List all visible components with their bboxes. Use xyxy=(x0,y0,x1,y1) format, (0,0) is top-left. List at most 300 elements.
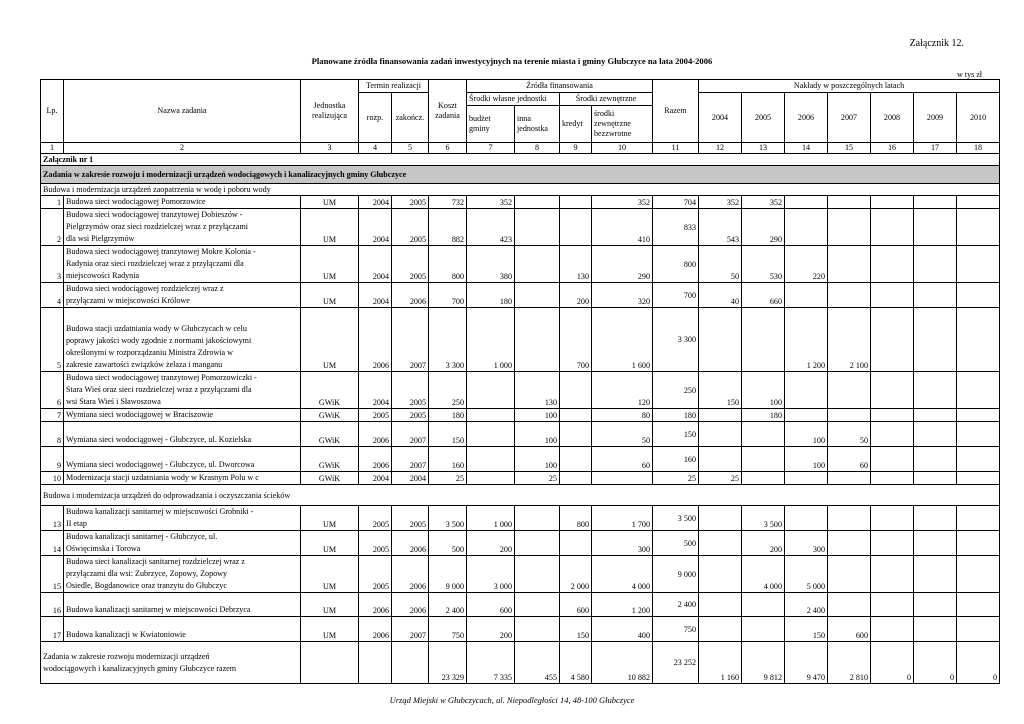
table-header xyxy=(41,80,1000,154)
cell-y2004 xyxy=(699,593,742,617)
table-row xyxy=(41,409,1000,422)
cell-bezzwrotne: 60 xyxy=(592,447,653,472)
cell-y2008 xyxy=(871,409,914,422)
cell-razem: 500 xyxy=(653,531,699,556)
cell-razem: 750 xyxy=(653,617,699,642)
cell-y2010 xyxy=(957,531,1000,556)
cell-name: Budowa kanalizacji sanitarnej w miejscowości Debrzyca xyxy=(64,593,301,617)
cell-y2009 xyxy=(914,593,957,617)
cell-y2005: 200 xyxy=(742,531,785,556)
cell-y2010 xyxy=(957,196,1000,209)
table-body xyxy=(41,154,1000,684)
cell-y2005: 100 xyxy=(742,372,785,409)
cell-y2007: 50 xyxy=(828,422,871,447)
cell-y2006 xyxy=(785,283,828,308)
cell-y2006: 1 200 xyxy=(785,308,828,372)
col-number: 18 xyxy=(957,143,1000,154)
cell-budzet: 180 xyxy=(467,283,515,308)
cell-y2008 xyxy=(871,372,914,409)
cell-inna: 100 xyxy=(515,422,560,447)
col-naklady: Nakłady w poszczególnych latach xyxy=(699,80,1000,93)
cell-end-year: 2005 xyxy=(392,409,429,422)
total-inna: 455 xyxy=(515,642,560,684)
cell-unit: GWiK xyxy=(301,422,359,447)
cell-y2006 xyxy=(785,506,828,531)
cell-budzet: 600 xyxy=(467,593,515,617)
cell-y2007 xyxy=(828,506,871,531)
cell-y2004 xyxy=(699,422,742,447)
cell-koszt: 9 000 xyxy=(429,556,467,593)
cell-start-year: 2004 xyxy=(359,472,392,485)
cell-y2009 xyxy=(914,372,957,409)
cell-y2009 xyxy=(914,283,957,308)
cell-y2010 xyxy=(957,556,1000,593)
cell-kredyt xyxy=(560,531,592,556)
cell-y2006: 100 xyxy=(785,447,828,472)
cell-razem: 250 xyxy=(653,372,699,409)
cell-unit: GWiK xyxy=(301,409,359,422)
table-row xyxy=(41,196,1000,209)
cell-y2009 xyxy=(914,308,957,372)
cell-y2006 xyxy=(785,209,828,246)
cell-end-year: 2006 xyxy=(392,283,429,308)
cell-y2004 xyxy=(699,447,742,472)
cell-y2004 xyxy=(699,617,742,642)
cell-name: Budowa sieci wodociągowej Pomorzowice xyxy=(64,196,301,209)
cell-lp: 2 xyxy=(41,209,64,246)
cell-budzet: 380 xyxy=(467,246,515,283)
cell-y2007: 600 xyxy=(828,617,871,642)
cell-budzet xyxy=(467,472,515,485)
cell-koszt: 882 xyxy=(429,209,467,246)
cell-end-year: 2007 xyxy=(392,617,429,642)
cell-y2009 xyxy=(914,617,957,642)
cell-y2004: 25 xyxy=(699,472,742,485)
cell-name: Budowa sieci wodociągowej tranzytowej Mokre Kolonia - Radynia oraz sieci rozdzielczej wraz z przyłączami dla miejscowości Radynia xyxy=(64,246,301,283)
total-razem: 23 252 xyxy=(653,642,699,684)
cell-koszt: 150 xyxy=(429,422,467,447)
cell-kredyt: 700 xyxy=(560,308,592,372)
cell-y2009 xyxy=(914,246,957,283)
cell-y2010 xyxy=(957,617,1000,642)
cell-y2007 xyxy=(828,196,871,209)
annex-row-label: Załącznik nr 1 xyxy=(41,154,1000,166)
cell-name: Budowa sieci wodociągowej tranzytowej Pomorzowiczki - Stara Wieś oraz sieci rozdzielczej wraz z przyłączami dla wsi Stara Wieś i Sławoszowa xyxy=(64,372,301,409)
col-number: 14 xyxy=(785,143,828,154)
cell-y2008 xyxy=(871,556,914,593)
cell-y2008 xyxy=(871,246,914,283)
table-row xyxy=(41,308,1000,372)
col-number: 5 xyxy=(392,143,429,154)
cell-unit: UM xyxy=(301,593,359,617)
cell-lp: 14 xyxy=(41,531,64,556)
cell-razem: 150 xyxy=(653,422,699,447)
cell-y2008 xyxy=(871,422,914,447)
col-number: 2 xyxy=(64,143,301,154)
cell-y2009 xyxy=(914,472,957,485)
cell-lp: 17 xyxy=(41,617,64,642)
col-kredyt: kredyt xyxy=(560,106,592,143)
cell-inna: 130 xyxy=(515,372,560,409)
cell-end-year: 2007 xyxy=(392,447,429,472)
cell-kredyt: 2 000 xyxy=(560,556,592,593)
cell-budzet: 352 xyxy=(467,196,515,209)
cell-y2007 xyxy=(828,472,871,485)
unit-label: w tys zł xyxy=(957,70,982,79)
cell-kredyt xyxy=(560,209,592,246)
annex-label: Załącznik 12. xyxy=(909,38,964,49)
cell-razem: 9 000 xyxy=(653,556,699,593)
cell-y2008 xyxy=(871,593,914,617)
cell-name: Budowa kanalizacji sanitarnej - Głubczyce, ul. Oświęcimska i Torowa xyxy=(64,531,301,556)
cell-bezzwrotne: 300 xyxy=(592,531,653,556)
cell-inna: 100 xyxy=(515,447,560,472)
document-title: Planowane źródła finansowania zadań inwestycyjnych na terenie miasta i gminy Głubczyce na lata 2004-2006 xyxy=(311,56,713,66)
cell-lp: 4 xyxy=(41,283,64,308)
col-number: 12 xyxy=(699,143,742,154)
cell-inna xyxy=(515,531,560,556)
cell-y2010 xyxy=(957,209,1000,246)
cell-razem: 700 xyxy=(653,283,699,308)
cell-bezzwrotne xyxy=(592,472,653,485)
cell-start-year: 2006 xyxy=(359,447,392,472)
cell-start-year: 2005 xyxy=(359,506,392,531)
cell-end-year: 2005 xyxy=(392,372,429,409)
col-koszt: Koszt zadania xyxy=(429,80,467,143)
cell-koszt: 700 xyxy=(429,283,467,308)
col-number: 8 xyxy=(515,143,560,154)
cell-y2007 xyxy=(828,209,871,246)
col-bezzwrotne: środki zewnętrzne bezzwrotne xyxy=(592,106,653,143)
col-year-2007: 2007 xyxy=(828,93,871,143)
total-bezzwrotne: 10 882 xyxy=(592,642,653,684)
cell-start-year: 2006 xyxy=(359,308,392,372)
col-number: 11 xyxy=(653,143,699,154)
cell-y2004 xyxy=(699,506,742,531)
cell-y2006 xyxy=(785,409,828,422)
cell-inna xyxy=(515,617,560,642)
cell-y2009 xyxy=(914,209,957,246)
cell-y2005 xyxy=(742,617,785,642)
cell-bezzwrotne: 410 xyxy=(592,209,653,246)
col-zakoncz: zakończ. xyxy=(392,93,429,143)
cell-name: Budowa kanalizacji w Kwiatoniowie xyxy=(64,617,301,642)
cell-koszt: 250 xyxy=(429,372,467,409)
cell-y2005: 660 xyxy=(742,283,785,308)
cell-y2006: 300 xyxy=(785,531,828,556)
cell-koszt: 3 300 xyxy=(429,308,467,372)
cell-y2010 xyxy=(957,283,1000,308)
cell-end-year: 2007 xyxy=(392,308,429,372)
cell-y2010 xyxy=(957,372,1000,409)
cell-y2004 xyxy=(699,531,742,556)
cell-y2009 xyxy=(914,447,957,472)
cell-razem: 800 xyxy=(653,246,699,283)
table-row xyxy=(41,422,1000,447)
cell-name: Modernizacja stacji uzdatniania wody w Krasnym Polu w c xyxy=(64,472,301,485)
cell-kredyt xyxy=(560,409,592,422)
total-cell xyxy=(392,642,429,684)
cell-kredyt xyxy=(560,472,592,485)
cell-y2007 xyxy=(828,372,871,409)
cell-razem: 833 xyxy=(653,209,699,246)
cell-y2006: 150 xyxy=(785,617,828,642)
table-row xyxy=(41,593,1000,617)
table-row xyxy=(41,472,1000,485)
cell-bezzwrotne: 320 xyxy=(592,283,653,308)
cell-end-year: 2007 xyxy=(392,422,429,447)
investment-table xyxy=(40,79,1000,684)
total-2006: 9 470 xyxy=(785,642,828,684)
cell-inna xyxy=(515,308,560,372)
cell-name: Wymiana sieci wodociągowej - Głubczyce, ul. Kozielska xyxy=(64,422,301,447)
col-year-2008: 2008 xyxy=(871,93,914,143)
cell-koszt: 2 400 xyxy=(429,593,467,617)
col-jednostka: Jednostka realizująca xyxy=(301,80,359,143)
cell-end-year: 2005 xyxy=(392,506,429,531)
cell-y2007 xyxy=(828,409,871,422)
section-row xyxy=(41,166,1000,184)
cell-y2009 xyxy=(914,409,957,422)
col-year-2005: 2005 xyxy=(742,93,785,143)
cell-bezzwrotne: 352 xyxy=(592,196,653,209)
section-title: Zadania w zakresie rozwoju i modernizacji urządzeń wodociągowych i kanalizacyjnych gminy Głubczyce xyxy=(41,166,1000,184)
cell-kredyt: 150 xyxy=(560,617,592,642)
cell-y2009 xyxy=(914,506,957,531)
col-razem: Razem xyxy=(653,80,699,143)
col-zrodla: Źródła finansowania xyxy=(467,80,653,93)
cell-koszt: 160 xyxy=(429,447,467,472)
col-number: 10 xyxy=(592,143,653,154)
cell-lp: 9 xyxy=(41,447,64,472)
col-number: 13 xyxy=(742,143,785,154)
cell-lp: 16 xyxy=(41,593,64,617)
cell-unit: UM xyxy=(301,506,359,531)
table-row xyxy=(41,447,1000,472)
col-number: 6 xyxy=(429,143,467,154)
cell-y2004: 40 xyxy=(699,283,742,308)
cell-start-year: 2005 xyxy=(359,409,392,422)
cell-y2004 xyxy=(699,409,742,422)
cell-y2007 xyxy=(828,556,871,593)
cell-end-year: 2006 xyxy=(392,531,429,556)
cell-y2005: 180 xyxy=(742,409,785,422)
cell-unit: UM xyxy=(301,283,359,308)
cell-start-year: 2004 xyxy=(359,196,392,209)
cell-bezzwrotne: 1 200 xyxy=(592,593,653,617)
cell-bezzwrotne: 120 xyxy=(592,372,653,409)
cell-kredyt xyxy=(560,372,592,409)
cell-budzet xyxy=(467,447,515,472)
cell-y2010 xyxy=(957,246,1000,283)
subsection-row xyxy=(41,184,1000,196)
cell-kredyt: 600 xyxy=(560,593,592,617)
cell-y2008 xyxy=(871,196,914,209)
cell-lp: 15 xyxy=(41,556,64,593)
col-year-2010: 2010 xyxy=(957,93,1000,143)
cell-y2007 xyxy=(828,593,871,617)
col-inna: inna jednostka xyxy=(515,106,560,143)
subsection-title: Budowa i modernizacja urządzeń zaopatrzenia w wodę i poboru wody xyxy=(41,184,1000,196)
cell-budzet xyxy=(467,372,515,409)
cell-unit: UM xyxy=(301,617,359,642)
cell-y2006: 5 000 xyxy=(785,556,828,593)
cell-inna: 25 xyxy=(515,472,560,485)
cell-kredyt: 200 xyxy=(560,283,592,308)
cell-inna xyxy=(515,209,560,246)
total-2008: 0 xyxy=(871,642,914,684)
cell-razem: 160 xyxy=(653,447,699,472)
cell-y2010 xyxy=(957,422,1000,447)
cell-y2010 xyxy=(957,308,1000,372)
cell-lp: 10 xyxy=(41,472,64,485)
cell-budzet xyxy=(467,409,515,422)
cell-y2007: 60 xyxy=(828,447,871,472)
cell-start-year: 2006 xyxy=(359,617,392,642)
cell-y2008 xyxy=(871,447,914,472)
cell-y2009 xyxy=(914,196,957,209)
cell-y2005 xyxy=(742,422,785,447)
cell-end-year: 2006 xyxy=(392,556,429,593)
annex-row xyxy=(41,154,1000,166)
cell-y2010 xyxy=(957,447,1000,472)
cell-lp: 3 xyxy=(41,246,64,283)
cell-y2005 xyxy=(742,472,785,485)
cell-bezzwrotne: 290 xyxy=(592,246,653,283)
cell-y2008 xyxy=(871,506,914,531)
cell-koszt: 25 xyxy=(429,472,467,485)
total-2009: 0 xyxy=(914,642,957,684)
col-zewnetrzne: Środki zewnętrzne xyxy=(560,93,653,106)
cell-budzet: 3 000 xyxy=(467,556,515,593)
col-number: 3 xyxy=(301,143,359,154)
table-row xyxy=(41,246,1000,283)
col-number: 15 xyxy=(828,143,871,154)
cell-inna xyxy=(515,506,560,531)
cell-bezzwrotne: 80 xyxy=(592,409,653,422)
total-row xyxy=(41,642,1000,684)
cell-y2009 xyxy=(914,422,957,447)
cell-inna: 100 xyxy=(515,409,560,422)
cell-name: Budowa stacji uzdatniania wody w Głubczycach w celu poprawy jakości wody zgodnie z normami jakościowymi określonymi w rozporządzaniu Ministra Zdrowia w zakresie zawartości związków żelaza i manganu xyxy=(64,308,301,372)
cell-inna xyxy=(515,246,560,283)
cell-unit: UM xyxy=(301,531,359,556)
cell-y2005 xyxy=(742,308,785,372)
table-row xyxy=(41,209,1000,246)
cell-y2007 xyxy=(828,246,871,283)
cell-start-year: 2004 xyxy=(359,283,392,308)
cell-kredyt: 130 xyxy=(560,246,592,283)
cell-name: Budowa sieci wodociągowej rozdzielczej wraz z przyłączami w miejscowości Królowe xyxy=(64,283,301,308)
cell-y2007 xyxy=(828,283,871,308)
cell-bezzwrotne: 1 700 xyxy=(592,506,653,531)
cell-end-year: 2004 xyxy=(392,472,429,485)
table-row xyxy=(41,372,1000,409)
cell-budzet: 200 xyxy=(467,531,515,556)
cell-start-year: 2004 xyxy=(359,246,392,283)
cell-koszt: 180 xyxy=(429,409,467,422)
cell-koszt: 3 500 xyxy=(429,506,467,531)
cell-koszt: 732 xyxy=(429,196,467,209)
cell-bezzwrotne: 1 600 xyxy=(592,308,653,372)
cell-y2009 xyxy=(914,556,957,593)
cell-y2005 xyxy=(742,593,785,617)
cell-unit: GWiK xyxy=(301,447,359,472)
total-label: Zadania w zakresie rozwoju modernizacji urządzeń wodociągowych i kanalizacyjnych gminy Głubczyce razem xyxy=(41,642,301,684)
cell-name: Wymiana sieci wodociągowej - Głubczyce, ul. Dworcowa xyxy=(64,447,301,472)
cell-y2008 xyxy=(871,308,914,372)
col-year-2004: 2004 xyxy=(699,93,742,143)
cell-unit: UM xyxy=(301,556,359,593)
total-2005: 9 812 xyxy=(742,642,785,684)
table-row xyxy=(41,506,1000,531)
cell-kredyt xyxy=(560,447,592,472)
cell-bezzwrotne: 400 xyxy=(592,617,653,642)
cell-y2006 xyxy=(785,196,828,209)
cell-end-year: 2006 xyxy=(392,593,429,617)
cell-inna xyxy=(515,196,560,209)
cell-kredyt xyxy=(560,422,592,447)
col-number: 16 xyxy=(871,143,914,154)
table-row xyxy=(41,531,1000,556)
total-2007: 2 810 xyxy=(828,642,871,684)
cell-end-year: 2005 xyxy=(392,196,429,209)
cell-end-year: 2005 xyxy=(392,209,429,246)
cell-budzet: 423 xyxy=(467,209,515,246)
cell-koszt: 800 xyxy=(429,246,467,283)
cell-budzet xyxy=(467,422,515,447)
cell-y2008 xyxy=(871,283,914,308)
cell-y2004 xyxy=(699,308,742,372)
col-number: 4 xyxy=(359,143,392,154)
cell-razem: 25 xyxy=(653,472,699,485)
cell-y2005: 290 xyxy=(742,209,785,246)
col-number: 17 xyxy=(914,143,957,154)
cell-budzet: 1 000 xyxy=(467,506,515,531)
cell-y2007: 2 100 xyxy=(828,308,871,372)
cell-name: Budowa kanalizacji sanitarnej w miejscowości Grobniki - II etap xyxy=(64,506,301,531)
cell-budzet: 1 000 xyxy=(467,308,515,372)
cell-y2007 xyxy=(828,531,871,556)
total-2010: 0 xyxy=(957,642,1000,684)
table-row xyxy=(41,617,1000,642)
cell-y2005: 530 xyxy=(742,246,785,283)
cell-unit: GWiK xyxy=(301,372,359,409)
col-number: 7 xyxy=(467,143,515,154)
cell-unit: UM xyxy=(301,246,359,283)
cell-lp: 7 xyxy=(41,409,64,422)
cell-y2008 xyxy=(871,209,914,246)
total-koszt: 23 329 xyxy=(429,642,467,684)
col-number: 9 xyxy=(560,143,592,154)
total-cell xyxy=(301,642,359,684)
col-termin: Termin realizacji xyxy=(359,80,429,93)
cell-unit: UM xyxy=(301,308,359,372)
cell-y2006 xyxy=(785,472,828,485)
cell-y2004 xyxy=(699,556,742,593)
cell-razem: 3 300 xyxy=(653,308,699,372)
cell-inna xyxy=(515,556,560,593)
cell-bezzwrotne: 50 xyxy=(592,422,653,447)
col-rozp: rozp. xyxy=(359,93,392,143)
total-budzet: 7 335 xyxy=(467,642,515,684)
cell-inna xyxy=(515,283,560,308)
cell-y2005: 352 xyxy=(742,196,785,209)
cell-y2008 xyxy=(871,617,914,642)
cell-razem: 180 xyxy=(653,409,699,422)
cell-y2006 xyxy=(785,372,828,409)
cell-start-year: 2004 xyxy=(359,372,392,409)
